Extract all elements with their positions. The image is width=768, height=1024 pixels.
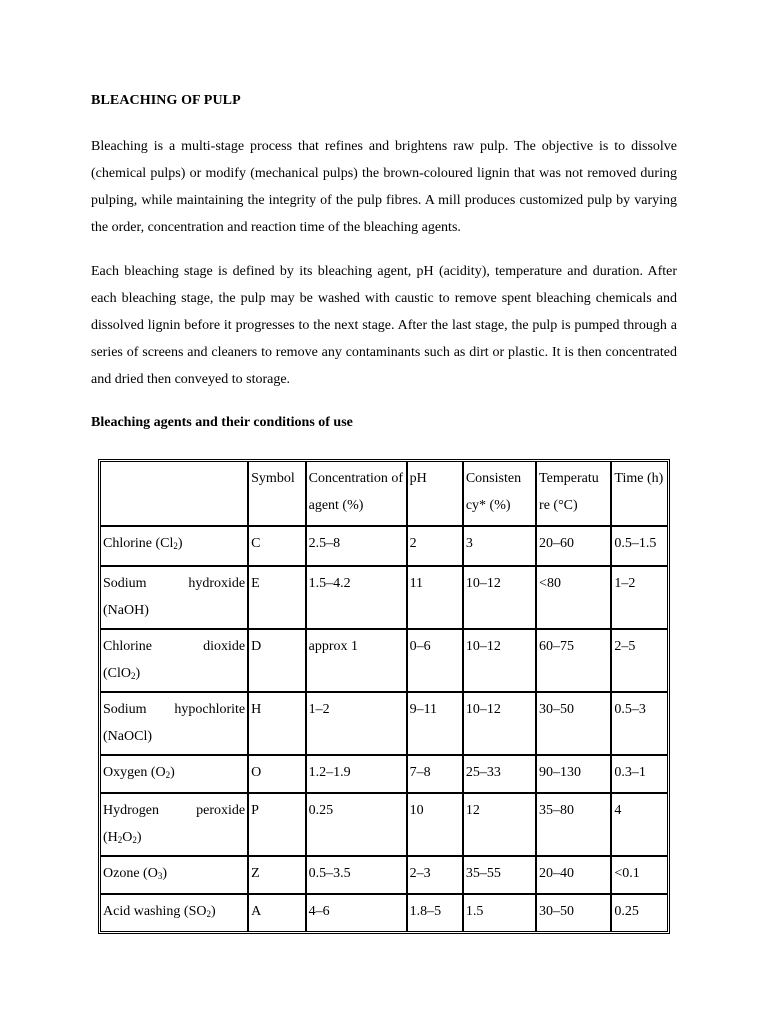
agent-formula: ClO [107,666,132,681]
time-cell: 0.3–1 [612,756,667,794]
table-row [101,527,667,567]
table-row [101,630,667,693]
agent-formula: NaOH [107,603,145,618]
ph-cell: 11 [408,567,464,630]
agent-formula: O [147,866,158,881]
table-header-row [101,462,667,527]
table-title: Bleaching agents and their conditions of use [91,415,353,430]
agent-name-word: Chlorine [103,536,152,551]
temperature-cell: 20–60 [537,527,612,567]
ph-cell: 2 [408,527,464,567]
agent-name-word: Ozone [103,866,140,881]
agent-name-cell: Acid washing $(SO_2)$ [101,895,249,931]
temperature-cell: <80 [537,567,612,630]
formula-subscript: 2 [117,835,123,845]
agent-name-word: Acid washing [103,904,181,919]
temperature-cell: 35–80 [537,794,612,857]
temperature-cell: 30–50 [537,693,612,756]
symbol-cell: C [249,527,306,567]
agent-formula: Cl [160,536,174,551]
time-cell: 0.5–3 [612,693,667,756]
concentration-cell: 1.2–1.9 [307,756,408,794]
header-cell-temperature: Temperatu re (°C) [537,462,612,527]
agent-name-cell: Chlorine dioxide (ClO$_2$) [101,630,249,693]
temperature-cell: 20–40 [537,857,612,895]
ph-cell: 2–3 [408,857,464,895]
agent-formula: NaOCl [107,729,148,744]
formula-subscript: 2 [165,770,171,780]
concentration-cell: 0.25 [307,794,408,857]
consistency-cell: 10–12 [464,630,537,693]
paragraph-intro: Bleaching is a multi-stage process that refines and brightens raw pulp. The objective is to dissolve (chemical pulps) or modify (mechanical pulps) the brown-coloured lignin that was not removed during pulping, while maintaining the integrity of the pulp fibres. A mill produces customized pulp by varying the order, concentration and reaction time of the bleaching agents. [91,139,677,235]
time-cell: 0.5–1.5 [612,527,667,567]
ph-cell: 10 [408,794,464,857]
concentration-cell: 4–6 [307,895,408,931]
agent-formula-rest: $O_2$ [122,830,137,845]
header-cell-concentration: Concentration of agent (%) [307,462,408,527]
consistency-cell: 10–12 [464,567,537,630]
header-cell-consistency: Consisten cy* (%) [464,462,537,527]
agent-name-word: Sodium [103,702,147,717]
agent-name-word: hydroxide [188,576,246,591]
symbol-cell: O [249,756,306,794]
consistency-cell: 12 [464,794,537,857]
time-cell: 1–2 [612,567,667,630]
consistency-cell: 25–33 [464,756,537,794]
concentration-cell: 2.5–8 [307,527,408,567]
formula-subscript: 2 [132,835,137,845]
agent-formula: SO [188,904,207,919]
bleaching-agents-table [98,459,670,934]
agent-name-cell: Oxygen $(O_2)$ [101,756,249,794]
symbol-cell: Z [249,857,306,895]
ph-cell: 7–8 [408,756,464,794]
temperature-cell: 30–50 [537,895,612,931]
agent-name-word: peroxide [196,803,246,818]
symbol-cell: H [249,693,306,756]
consistency-cell: 35–55 [464,857,537,895]
time-cell: 4 [612,794,667,857]
agent-name-cell: Sodium hydroxide (NaOH) [101,567,249,630]
table-row [101,857,667,895]
concentration-cell: 1–2 [307,693,408,756]
symbol-cell: D [249,630,306,693]
ph-cell: 0–6 [408,630,464,693]
page-title: BLEACHING OF PULP [91,93,241,108]
header-cell-time: Time (h) [612,462,667,527]
agent-name-word: Chlorine [103,639,152,654]
header-cell-agent [101,462,249,527]
ph-cell: 9–11 [408,693,464,756]
table-row [101,693,667,756]
header-cell-symbol: Symbol [249,462,306,527]
agent-name-cell: Ozone $(O_3)$ [101,857,249,895]
temperature-cell: 60–75 [537,630,612,693]
temperature-cell: 90–130 [537,756,612,794]
concentration-cell: 1.5–4.2 [307,567,408,630]
table-row [101,895,667,931]
agent-formula: O [155,765,166,780]
agent-name-word: hypochlorite [174,702,246,717]
table-row [101,794,667,857]
agent-name-word: dioxide [203,639,246,654]
paragraph-stages: Each bleaching stage is defined by its bleaching agent, pH (acidity), temperature and duration. After each bleaching stage, the pulp may be washed with caustic to remove spent bleaching chemicals and dissolved lignin before it progresses to the next stage. After the last stage, the pulp is pumped through a series of screens and cleaners to remove any contaminants such as dirt or plastic. It is then concentrated and dried then conveyed to storage. [91,264,677,387]
formula-subscript: 2 [131,671,136,681]
ph-cell: 1.8–5 [408,895,464,931]
time-cell: 2–5 [612,630,667,693]
symbol-cell: E [249,567,306,630]
concentration-cell: approx 1 [307,630,408,693]
symbol-cell: A [249,895,306,931]
consistency-cell: 3 [464,527,537,567]
time-cell: 0.25 [614,904,639,919]
formula-subscript: 3 [157,871,163,881]
agent-name-word: Hydrogen [103,803,159,818]
consistency-cell: 10–12 [464,693,537,756]
agent-name-cell: Sodium hypochlorite (NaOCl) [101,693,249,756]
symbol-cell: P [249,794,306,857]
consistency-cell: 1.5 [464,895,537,931]
formula-subscript: 2 [206,909,211,919]
agent-name-cell: Chlorine $(Cl_2)$ [101,527,249,567]
time-cell: <0.1 [612,857,667,895]
table-row [101,756,667,794]
header-cell-ph: pH [408,462,464,527]
concentration-cell: 0.5–3.5 [307,857,408,895]
agent-name-word: Sodium [103,576,147,591]
agent-name-word: Oxygen [103,765,148,780]
table-row [101,567,667,630]
agent-name-cell: Hydrogen peroxide $(H_2O_2)$ [101,794,249,857]
agent-formula: H [107,830,118,845]
formula-subscript: 2 [173,541,178,551]
